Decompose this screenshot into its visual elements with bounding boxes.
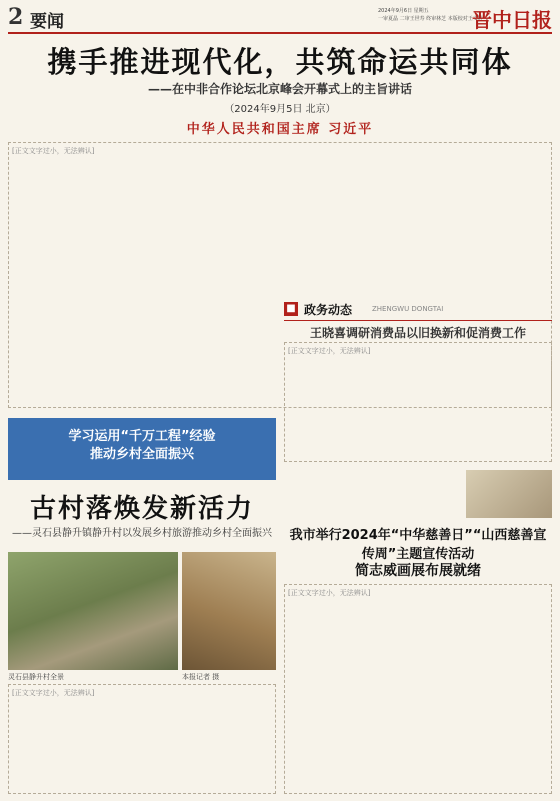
lead-date-line: （2024年9月5日 北京）: [224, 104, 336, 115]
feature-photo-village: [8, 552, 178, 670]
lead-subheadline: ——在中非合作论坛北京峰会开幕式上的主旨讲话: [147, 82, 412, 96]
placeholder-note-lead: [正文文字过小，无法辨认]: [12, 147, 95, 155]
politics-section-subtitle: ZHENGWU DONGTAI: [372, 305, 444, 313]
edition-info: [378, 7, 483, 23]
section-name: 要闻: [30, 12, 64, 32]
placeholder-note-stories: [正文文字过小，无法辨认]: [288, 589, 371, 597]
feature-banner-line1: 学习运用“千万工程”经验: [68, 429, 216, 444]
edition-editors: 一审夏晶 二审王世寿 终审林芝 本版校对王文婷: [378, 16, 483, 22]
feature-banner-line2: 推动乡村全面振兴: [89, 447, 194, 462]
politics-section-title: 政务动态: [304, 303, 353, 317]
feature-photo1-caption: 灵石县静升村全景: [8, 673, 64, 681]
feature-banner: [8, 418, 276, 480]
feature-title: 古村落焕发新活力: [29, 494, 254, 524]
feature-banner-text: [8, 428, 276, 464]
feature-body-placeholder: [8, 684, 276, 794]
politics-section-header: [284, 300, 552, 318]
masthead: [8, 4, 552, 34]
story3-headline: 我市举行2024年“中华慈善日”“山西慈善宣传周”主题宣传活动: [289, 528, 547, 562]
feature-photo-interior: [182, 552, 276, 670]
page-number: 2: [8, 4, 24, 30]
politics-body-placeholder: [284, 342, 552, 462]
feature-photo2-caption: 本报记者 摄: [182, 673, 220, 681]
feature-subtitle: ——灵石县静升镇静升村以发展乡村旅游推动乡村全面振兴: [12, 528, 272, 539]
placeholder-note-feature: [正文文字过小，无法辨认]: [12, 689, 95, 697]
lead-author: 中华人民共和国主席 习近平: [186, 122, 374, 137]
story-body-placeholder: [284, 584, 552, 794]
politics-photo: [466, 470, 552, 518]
placeholder-note-politics: [正文文字过小，无法辨认]: [288, 347, 371, 355]
edition-date: 2024年9月6日 星期五: [378, 8, 429, 14]
politics-section-icon: ■: [284, 302, 298, 316]
politics-headline: 王晓喜调研消费品以旧换新和促消费工作: [309, 326, 526, 340]
politics-divider: [284, 320, 552, 321]
paper-name: 晋中日报: [472, 8, 552, 32]
story4-headline: 简志威画展布展就绪: [355, 563, 481, 579]
lead-headline: 携手推进现代化，共筑命运共同体: [47, 45, 513, 79]
